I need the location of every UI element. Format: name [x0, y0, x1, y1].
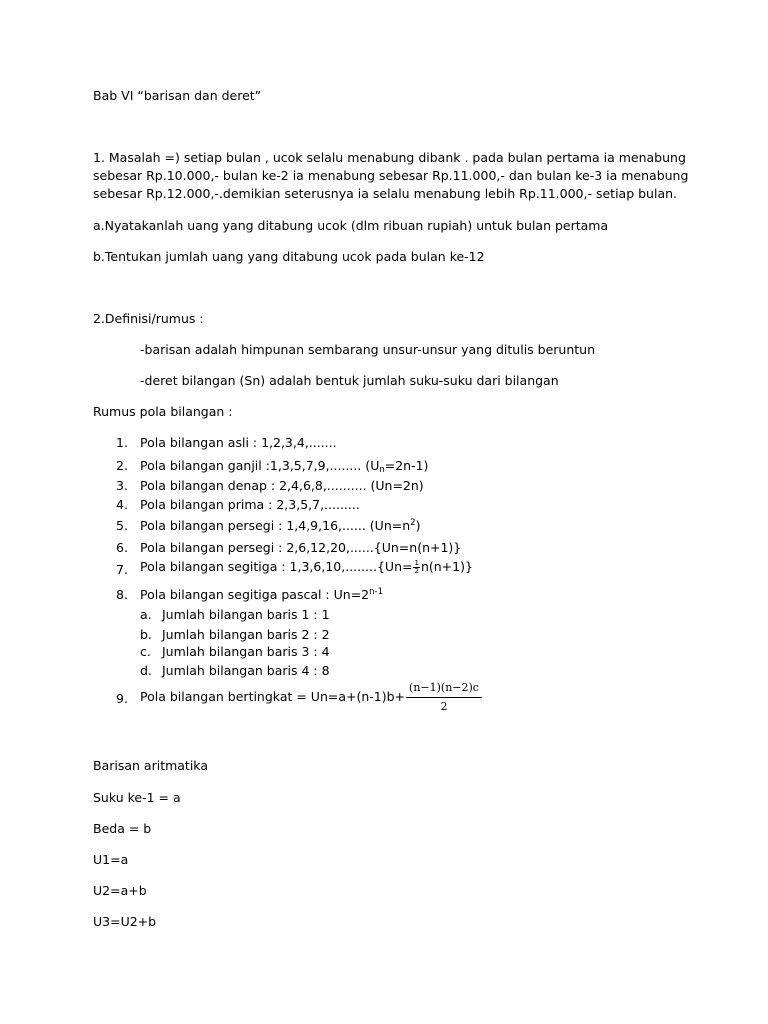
list-number: 4. — [116, 497, 128, 512]
sub-list-item: Jumlah bilangan baris 3 : 4 — [162, 644, 330, 659]
arithmetic-line: Beda = b — [93, 821, 152, 836]
pattern-item: Pola bilangan persegi : 1,4,9,16,...... $(Un=n^2)$ — [140, 518, 421, 533]
sub-list-label: a. — [140, 607, 152, 622]
list-number: 8. — [116, 587, 128, 602]
problem-line-3: sebesar Rp.12.000,-.demikian seterusnya ia selalu menabung lebih Rp.11.000,- setiap bulan. — [93, 186, 677, 201]
pattern-item: Pola bilangan segitiga pascal : $Un=2^{n-1}$ — [140, 587, 383, 602]
sub-list-label: c. — [140, 644, 151, 659]
arithmetic-line: U2=a+b — [93, 883, 147, 898]
definition-line-1: -barisan adalah himpunan sembarang unsur-unsur yang ditulis beruntun — [140, 342, 596, 357]
list-number: 7. — [116, 562, 128, 577]
definition-line-2: -deret bilangan (Sn) adalah bentuk jumlah suku-suku dari bilangan — [140, 373, 559, 388]
pattern-item: Pola bilangan persegi : 2,6,12,20,......{Un=n(n+1)} — [140, 540, 462, 555]
list-number: 3. — [116, 478, 128, 493]
list-number: 6. — [116, 540, 128, 555]
question-b: b.Tentukan jumlah uang yang ditabung ucok pada bulan ke-12 — [93, 249, 485, 264]
fraction-half: $\frac{1}{2}$ — [414, 559, 419, 575]
sub-list-item: Jumlah bilangan baris 4 : 8 — [162, 663, 330, 678]
arithmetic-line: Suku ke-1 = a — [93, 790, 181, 805]
chapter-title: Bab VI “barisan dan deret” — [93, 88, 262, 103]
pattern-item: Pola bilangan segitiga : 1,3,6,10,........{Un= $\frac{1}{2}$ n(n+1)} — [140, 559, 473, 575]
patterns-heading: Rumus pola bilangan : — [93, 404, 233, 419]
problem-line-1: 1. Masalah =) setiap bulan , ucok selalu menabung dibank . pada bulan pertama ia menabung — [93, 150, 686, 165]
problem-line-2: sebesar Rp.10.000,- bulan ke-2 ia menabung sebesar Rp.11.000,- dan bulan ke-3 ia menabung — [93, 168, 689, 183]
list-number: 5. — [116, 518, 128, 533]
pattern-item: Pola bilangan bertingkat = Un=a+(n-1)b+ $\frac{(n-1)(n-2)c}{2}$ — [140, 681, 482, 714]
list-number: 9. — [116, 691, 128, 706]
list-number: 1. — [116, 435, 128, 450]
sub-list-item: Jumlah bilangan baris 1 : 1 — [162, 607, 330, 622]
pattern-item: Pola bilangan ganjil :1,3,5,7,9,........ $(U_n=2n-1)$ — [140, 458, 429, 475]
sub-list-item: Jumlah bilangan baris 2 : 2 — [162, 627, 330, 642]
arithmetic-line: U3=U2+b — [93, 914, 157, 929]
sub-list-label: b. — [140, 627, 152, 642]
fraction-bertingkat: $\frac{(n-1)(n-2)c}{2}$ — [406, 681, 482, 714]
sub-list-label: d. — [140, 663, 152, 678]
question-a: a.Nyatakanlah uang yang ditabung ucok (dlm ribuan rupiah) untuk bulan pertama — [93, 218, 609, 233]
arithmetic-heading: Barisan aritmatika — [93, 758, 208, 773]
arithmetic-line: U1=a — [93, 852, 129, 867]
pattern-item: Pola bilangan denap : 2,4,6,8,.......... (Un=2n) — [140, 478, 424, 493]
definition-heading: 2.Definisi/rumus : — [93, 311, 204, 326]
pattern-item: Pola bilangan prima : 2,3,5,7,......... — [140, 497, 360, 512]
list-number: 2. — [116, 458, 128, 473]
pattern-item: Pola bilangan asli : 1,2,3,4,....... — [140, 435, 337, 450]
